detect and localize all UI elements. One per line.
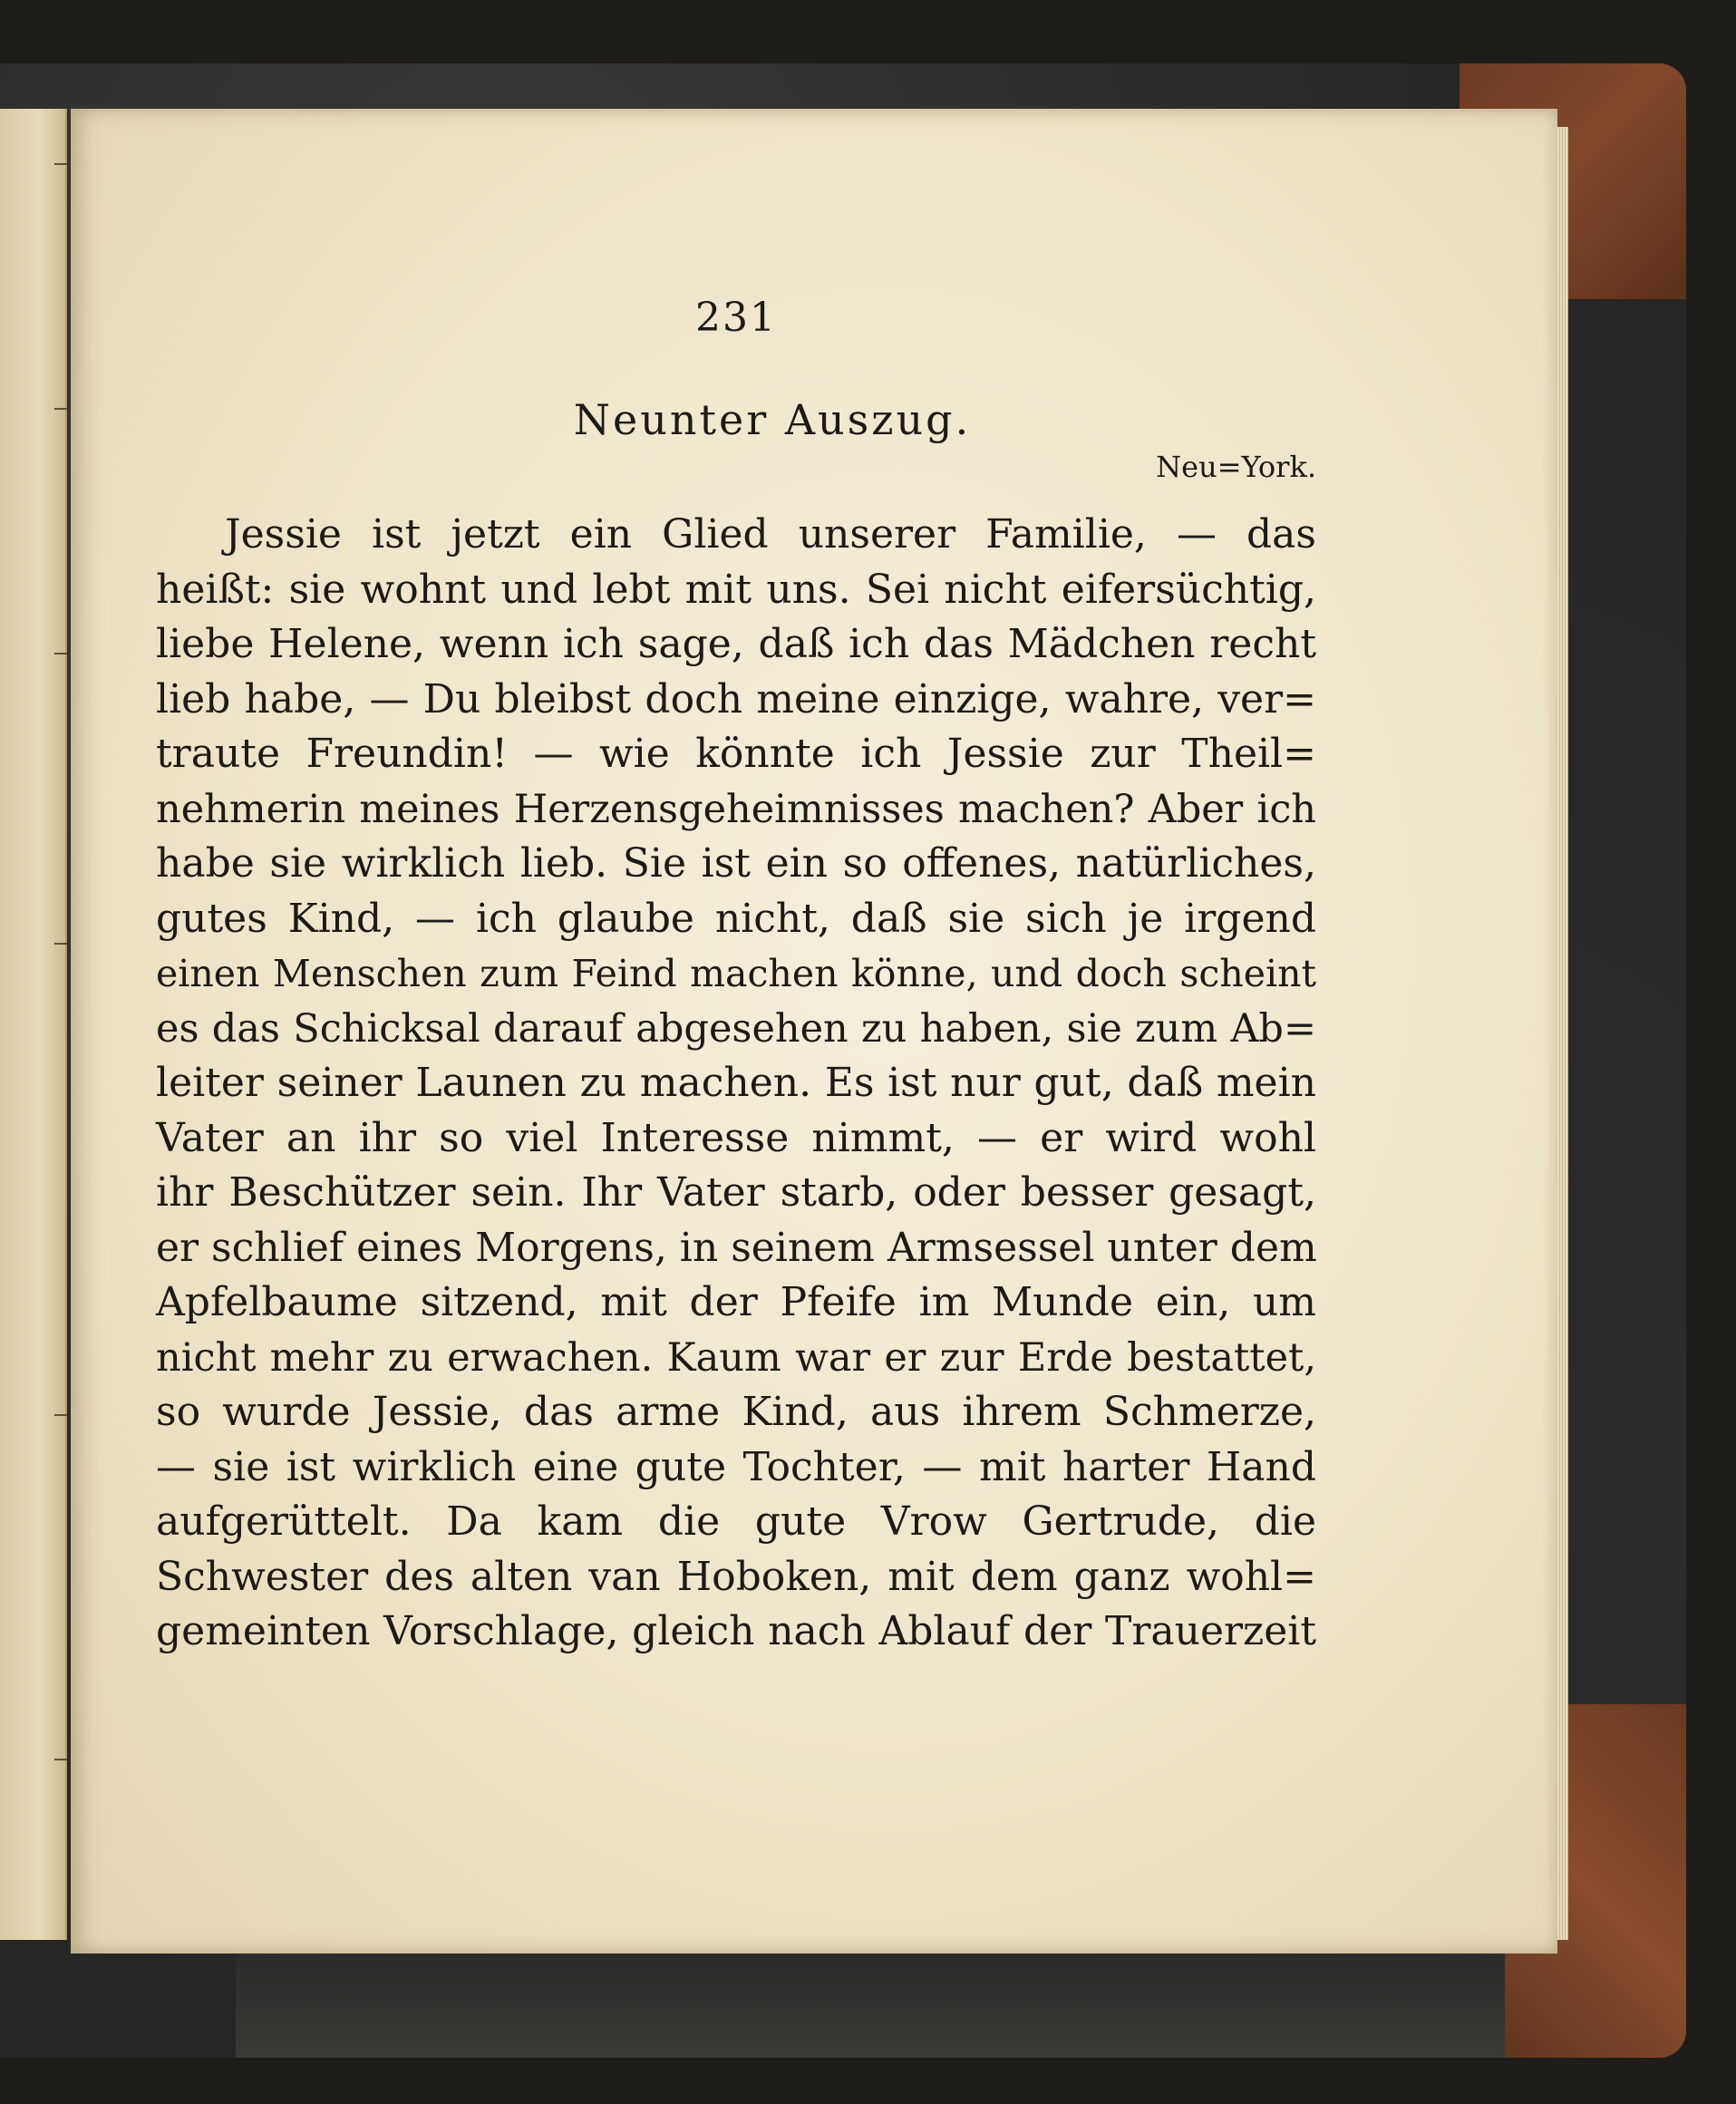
text-line: Apfelbaume sitzend, mit der Pfeife im Munde ein, um xyxy=(156,1279,1316,1325)
text-line: heißt: sie wohnt und lebt mit uns. Sei nicht eifersüchtig, xyxy=(156,566,1316,613)
text-line: lieb habe, — Du bleibst doch meine einzige, wahre, ver= xyxy=(156,675,1316,722)
text-line: nehmerin meines Herzensgeheimnisses machen? Aber ich xyxy=(156,786,1316,832)
binding-stitch xyxy=(54,653,67,654)
text-line: Vater an ihr so viel Interesse nimmt, — er wird wohl xyxy=(156,1114,1316,1161)
text-line: gemeinten Vorschlage, gleich nach Ablauf der Trauerzeit xyxy=(156,1608,1316,1654)
text-line: so wurde Jessie, das arme Kind, aus ihrem Schmerze, xyxy=(156,1389,1316,1435)
page-text-block xyxy=(156,295,1316,1660)
text-line: — sie ist wirklich eine gute Tochter, — mit harter Hand xyxy=(156,1443,1316,1490)
text-line: gutes Kind, — ich glaube nicht, daß sie sich je irgend xyxy=(156,895,1316,942)
binding-stitch xyxy=(54,943,67,945)
page-stack-edge xyxy=(1557,127,1568,1940)
body-text xyxy=(156,508,1316,1660)
text-line: es das Schicksal darauf abgesehen zu haben, sie zum Ab= xyxy=(156,1005,1316,1052)
text-line: traute Freundin! — wie könnte ich Jessie zur Theil= xyxy=(156,731,1316,777)
text-line: er schlief eines Morgens, in seinem Armsessel unter dem xyxy=(156,1224,1317,1271)
binding-stitch xyxy=(54,1414,67,1416)
text-line: Schwester des alten van Hoboken, mit dem ganz wohl= xyxy=(156,1553,1316,1600)
binding-stitch xyxy=(54,408,67,410)
binding-stitch xyxy=(54,163,67,165)
text-line: habe sie wirklich lieb. Sie ist ein so offenes, natürliches, xyxy=(156,840,1316,887)
text-line: Jessie ist jetzt ein Glied unserer Familie, — das xyxy=(225,511,1316,558)
chapter-heading: Neunter Auszug. xyxy=(573,395,972,444)
text-line: einen Menschen zum Feind machen könne, und doch scheint xyxy=(156,952,1316,995)
page-number: 231 xyxy=(695,295,777,341)
text-line: leiter seiner Launen zu machen. Es ist nur gut, daß mein xyxy=(156,1060,1316,1106)
text-line: ihr Beschützer sein. Ihr Vater starb, oder besser gesagt, xyxy=(156,1169,1316,1216)
cover-bottom-edge xyxy=(236,1949,1505,2058)
text-line: nicht mehr zu erwachen. Kaum war er zur Erde bestattet, xyxy=(156,1334,1316,1381)
text-line: aufgerüttelt. Da kam die gute Vrow Gertrude, die xyxy=(156,1498,1316,1545)
text-line: liebe Helene, wenn ich sage, daß ich das Mädchen recht xyxy=(156,621,1316,667)
binding-stitch xyxy=(54,1759,67,1760)
place-heading: Neu=York. xyxy=(1156,450,1316,484)
left-page-edge xyxy=(0,109,67,1940)
